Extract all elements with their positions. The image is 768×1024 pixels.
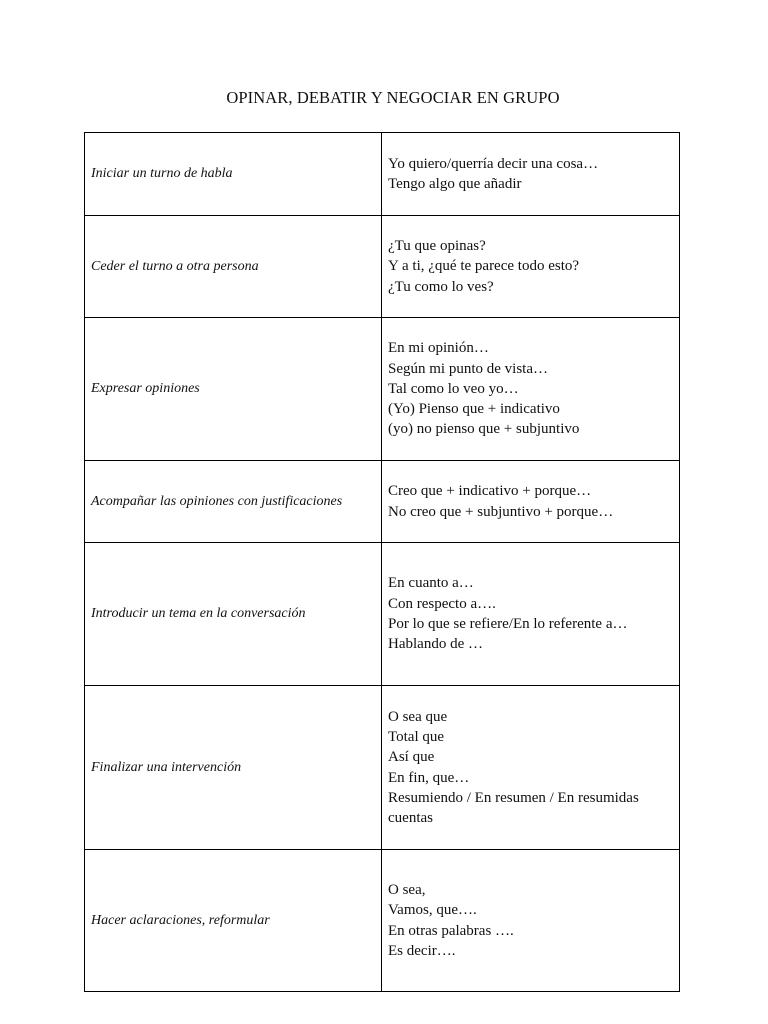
expression-line: (Yo) Pienso que + indicativo: [388, 401, 560, 418]
expression-line: (yo) no pienso que + subjuntivo: [388, 421, 580, 438]
expressions-cell: [382, 543, 680, 686]
phrases-table: [84, 132, 680, 992]
expression-line: Vamos, que….: [388, 902, 477, 919]
expression-line: En fin, que…: [388, 769, 470, 786]
function-cell: [85, 461, 382, 543]
function-label: Finalizar una intervención: [91, 759, 242, 775]
expression-line: Tengo algo que añadir: [388, 176, 522, 192]
expression-line: Hablando de …: [388, 636, 483, 653]
function-label: Acompañar las opiniones con justificaciones: [91, 493, 343, 509]
expressions-cell: [382, 216, 680, 318]
function-cell: [85, 318, 382, 461]
expression-line: O sea,: [388, 881, 426, 898]
expression-line: ¿Tu como lo ves?: [388, 278, 494, 295]
expression-line: Es decir….: [388, 942, 456, 959]
expressions-cell: [382, 686, 680, 850]
expression-line: No creo que + subjuntivo + porque…: [388, 503, 614, 520]
expression-line: En otras palabras ….: [388, 922, 514, 939]
table-row: [85, 133, 680, 216]
expression-line: Y a ti, ¿qué te parece todo esto?: [388, 258, 580, 275]
expression-line: Resumiendo / En resumen / En resumidas cuentas: [388, 789, 639, 827]
expression-line: Por lo que se refiere/En lo referente a…: [388, 616, 628, 632]
table-row: [85, 318, 680, 461]
expressions-cell: [382, 133, 680, 216]
function-label: Expresar opiniones: [91, 381, 200, 396]
table-row: [85, 461, 680, 543]
expression-line: ¿Tu que opinas?: [388, 238, 486, 255]
expressions-cell: [382, 850, 680, 992]
function-cell: [85, 850, 382, 992]
function-cell: [85, 133, 382, 216]
expression-line: Con respecto a….: [388, 595, 496, 612]
function-label: Iniciar un turno de habla: [91, 166, 233, 181]
function-label: Ceder el turno a otra persona: [91, 258, 259, 274]
expression-line: Yo quiero/querría decir una cosa…: [388, 155, 599, 172]
expressions-cell: [382, 461, 680, 543]
function-label: Hacer aclaraciones, reformular: [91, 912, 270, 928]
expression-line: Creo que + indicativo + porque…: [388, 483, 592, 500]
page-title: OPINAR, DEBATIR Y NEGOCIAR EN GRUPO: [226, 88, 560, 107]
table-row: [85, 216, 680, 318]
expression-line: Total que: [388, 728, 445, 745]
function-cell: [85, 216, 382, 318]
function-cell: [85, 686, 382, 850]
expression-line: O sea que: [388, 708, 448, 725]
expression-line: En mi opinión…: [388, 340, 489, 357]
expression-line: Tal como lo veo yo…: [388, 380, 519, 397]
expression-line: En cuanto a…: [388, 575, 474, 592]
expressions-cell: [382, 318, 680, 461]
table-row: [85, 850, 680, 992]
function-label: Introducir un tema en la conversación: [91, 606, 306, 621]
expression-line: Así que: [388, 749, 435, 766]
function-cell: [85, 543, 382, 686]
table-row: [85, 686, 680, 850]
table-row: [85, 543, 680, 686]
expression-line: Según mi punto de vista…: [388, 360, 548, 377]
